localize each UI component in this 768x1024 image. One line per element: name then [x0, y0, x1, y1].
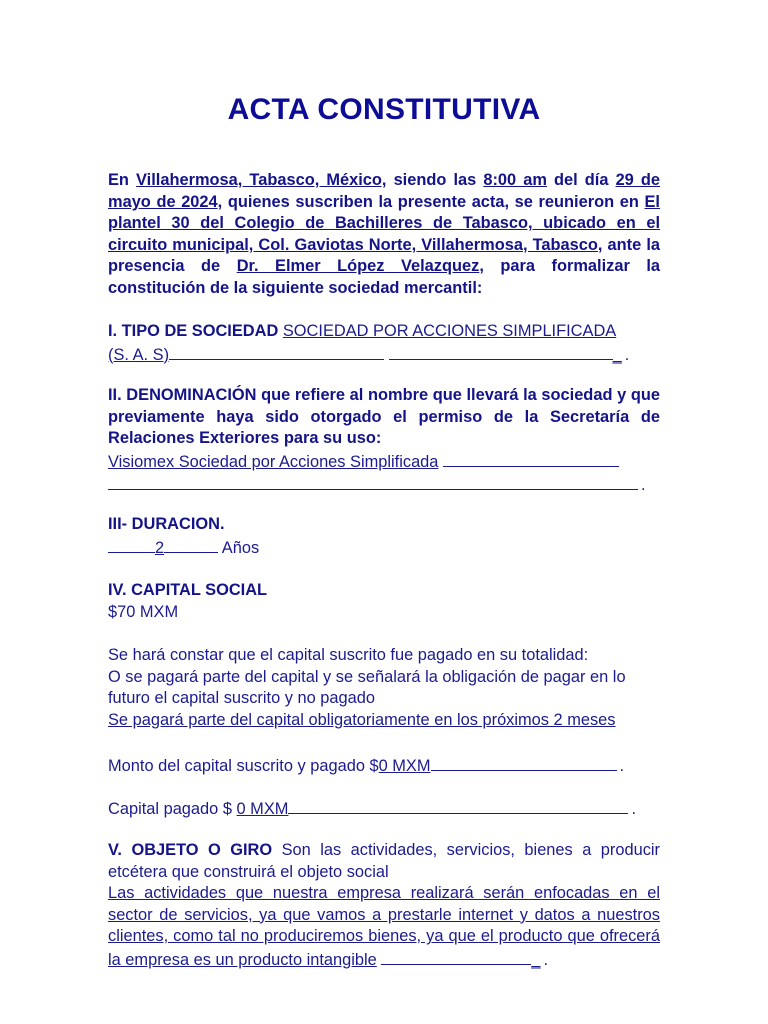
duracion-blank-2 [164, 536, 218, 553]
capital-line2: O se pagará parte del capital y se señalará la obligación de pagar en lo futuro el capital suscrito y no pagado [108, 667, 626, 708]
objeto-period: . [543, 950, 549, 969]
capital-amount: $70 MXM [108, 602, 179, 621]
capital-options [108, 645, 660, 731]
intro-text-5: , para formalizar la constitución de la siguiente sociedad mercantil: [108, 257, 661, 297]
capital-pagado-label: Capital pagado $ [108, 800, 232, 818]
duracion-value: 2 [155, 538, 165, 557]
capital-pagado-blank [288, 797, 628, 814]
tipo-heading: I. TIPO DE SOCIEDAD [108, 322, 279, 340]
objeto-blank [381, 948, 531, 965]
capital-pagado-value: 0 MXM [236, 800, 289, 818]
intro-text-4: ante la presencia de [108, 235, 660, 276]
tipo-period: . [624, 345, 630, 364]
intro-paragraph [108, 170, 660, 300]
duracion-blank-1 [108, 536, 155, 553]
duracion-unit: Años [221, 538, 260, 557]
intro-place: Villahermosa, Tabasco, México, [136, 171, 387, 189]
document-title: ACTA CONSTITUTIVA [227, 93, 541, 126]
objeto-paragraph [108, 840, 660, 883]
tipo-end-mark: _ [612, 345, 622, 364]
objeto-value: Las actividades que nuestra empresa realizará serán enfocadas en el sector de servicios, ya que vamos a prestarle internet y datos a nuestros clientes, como tal no produciremos bienes, ya que el producto que ofrecerá la empresa es un producto intangible [108, 884, 660, 969]
objeto-text: Son las actividades, servicios, bienes a producir etcétera que construirá el objeto social [108, 841, 660, 881]
capital-line1: Se hará constar que el capital suscrito fue pagado en su totalidad: [108, 646, 589, 664]
section-tipo [108, 321, 660, 366]
tipo-value-line1: SOCIEDAD POR ACCIONES SIMPLIFICADA [282, 322, 617, 340]
capital-monto-row [108, 754, 660, 778]
objeto-heading: V. OBJETO O GIRO [108, 841, 273, 859]
denominacion-value: Visiomex Sociedad por Acciones Simplificada [108, 452, 439, 471]
intro-text-3: , quienes suscriben la presente acta, se reunieron en [217, 192, 639, 211]
denominacion-period: . [641, 476, 646, 495]
tipo-value-line2: (S. A. S) [108, 345, 170, 364]
capital-monto-period: . [619, 757, 625, 775]
capital-monto-blank [431, 754, 617, 771]
objeto-end-mark: _ [531, 950, 541, 969]
denominacion-blank-2 [108, 473, 638, 490]
capital-heading: IV. CAPITAL SOCIAL [108, 581, 268, 599]
intro-person: Dr. Elmer López Velazquez [236, 257, 480, 276]
capital-monto-label: Monto del capital suscrito y pagado $ [108, 757, 379, 775]
section-capital [108, 580, 660, 623]
duracion-heading: III- DURACION. [108, 515, 225, 533]
intro-en: En [108, 171, 129, 189]
intro-text-1: siendo las [393, 171, 477, 189]
intro-text-2: del día [554, 171, 609, 189]
capital-line3: Se pagará parte del capital obligatoriamente en los próximos 2 meses [108, 710, 616, 729]
capital-pagado-period: . [631, 800, 636, 818]
tipo-blank-2 [389, 343, 613, 360]
capital-pagado-row [108, 797, 660, 821]
denominacion-blank-1 [443, 450, 619, 467]
section-duracion [108, 514, 660, 559]
denominacion-heading: II. DENOMINACIÓN [108, 386, 257, 404]
objeto-value-paragraph [108, 883, 660, 971]
intro-time: 8:00 am [483, 171, 547, 189]
denominacion-text: que refiere al nombre que llevará la sociedad y que previamente haya sido otorgado el permiso de la Secretaría de Relaciones Exteriores para su uso: [108, 386, 660, 448]
capital-monto-value: 0 MXM [378, 757, 431, 775]
section-objeto [108, 840, 660, 972]
intro-date: 29 de mayo de 2024 [108, 171, 661, 211]
tipo-blank-1 [169, 343, 384, 360]
denominacion-paragraph [108, 385, 660, 450]
intro-venue: El plantel 30 del Colegio de Bachilleres de Tabasco, ubicado en el circuito municipal, Col. Gaviotas Norte, Villahermosa, Tabasco, [108, 192, 660, 254]
section-denominacion [108, 385, 660, 497]
